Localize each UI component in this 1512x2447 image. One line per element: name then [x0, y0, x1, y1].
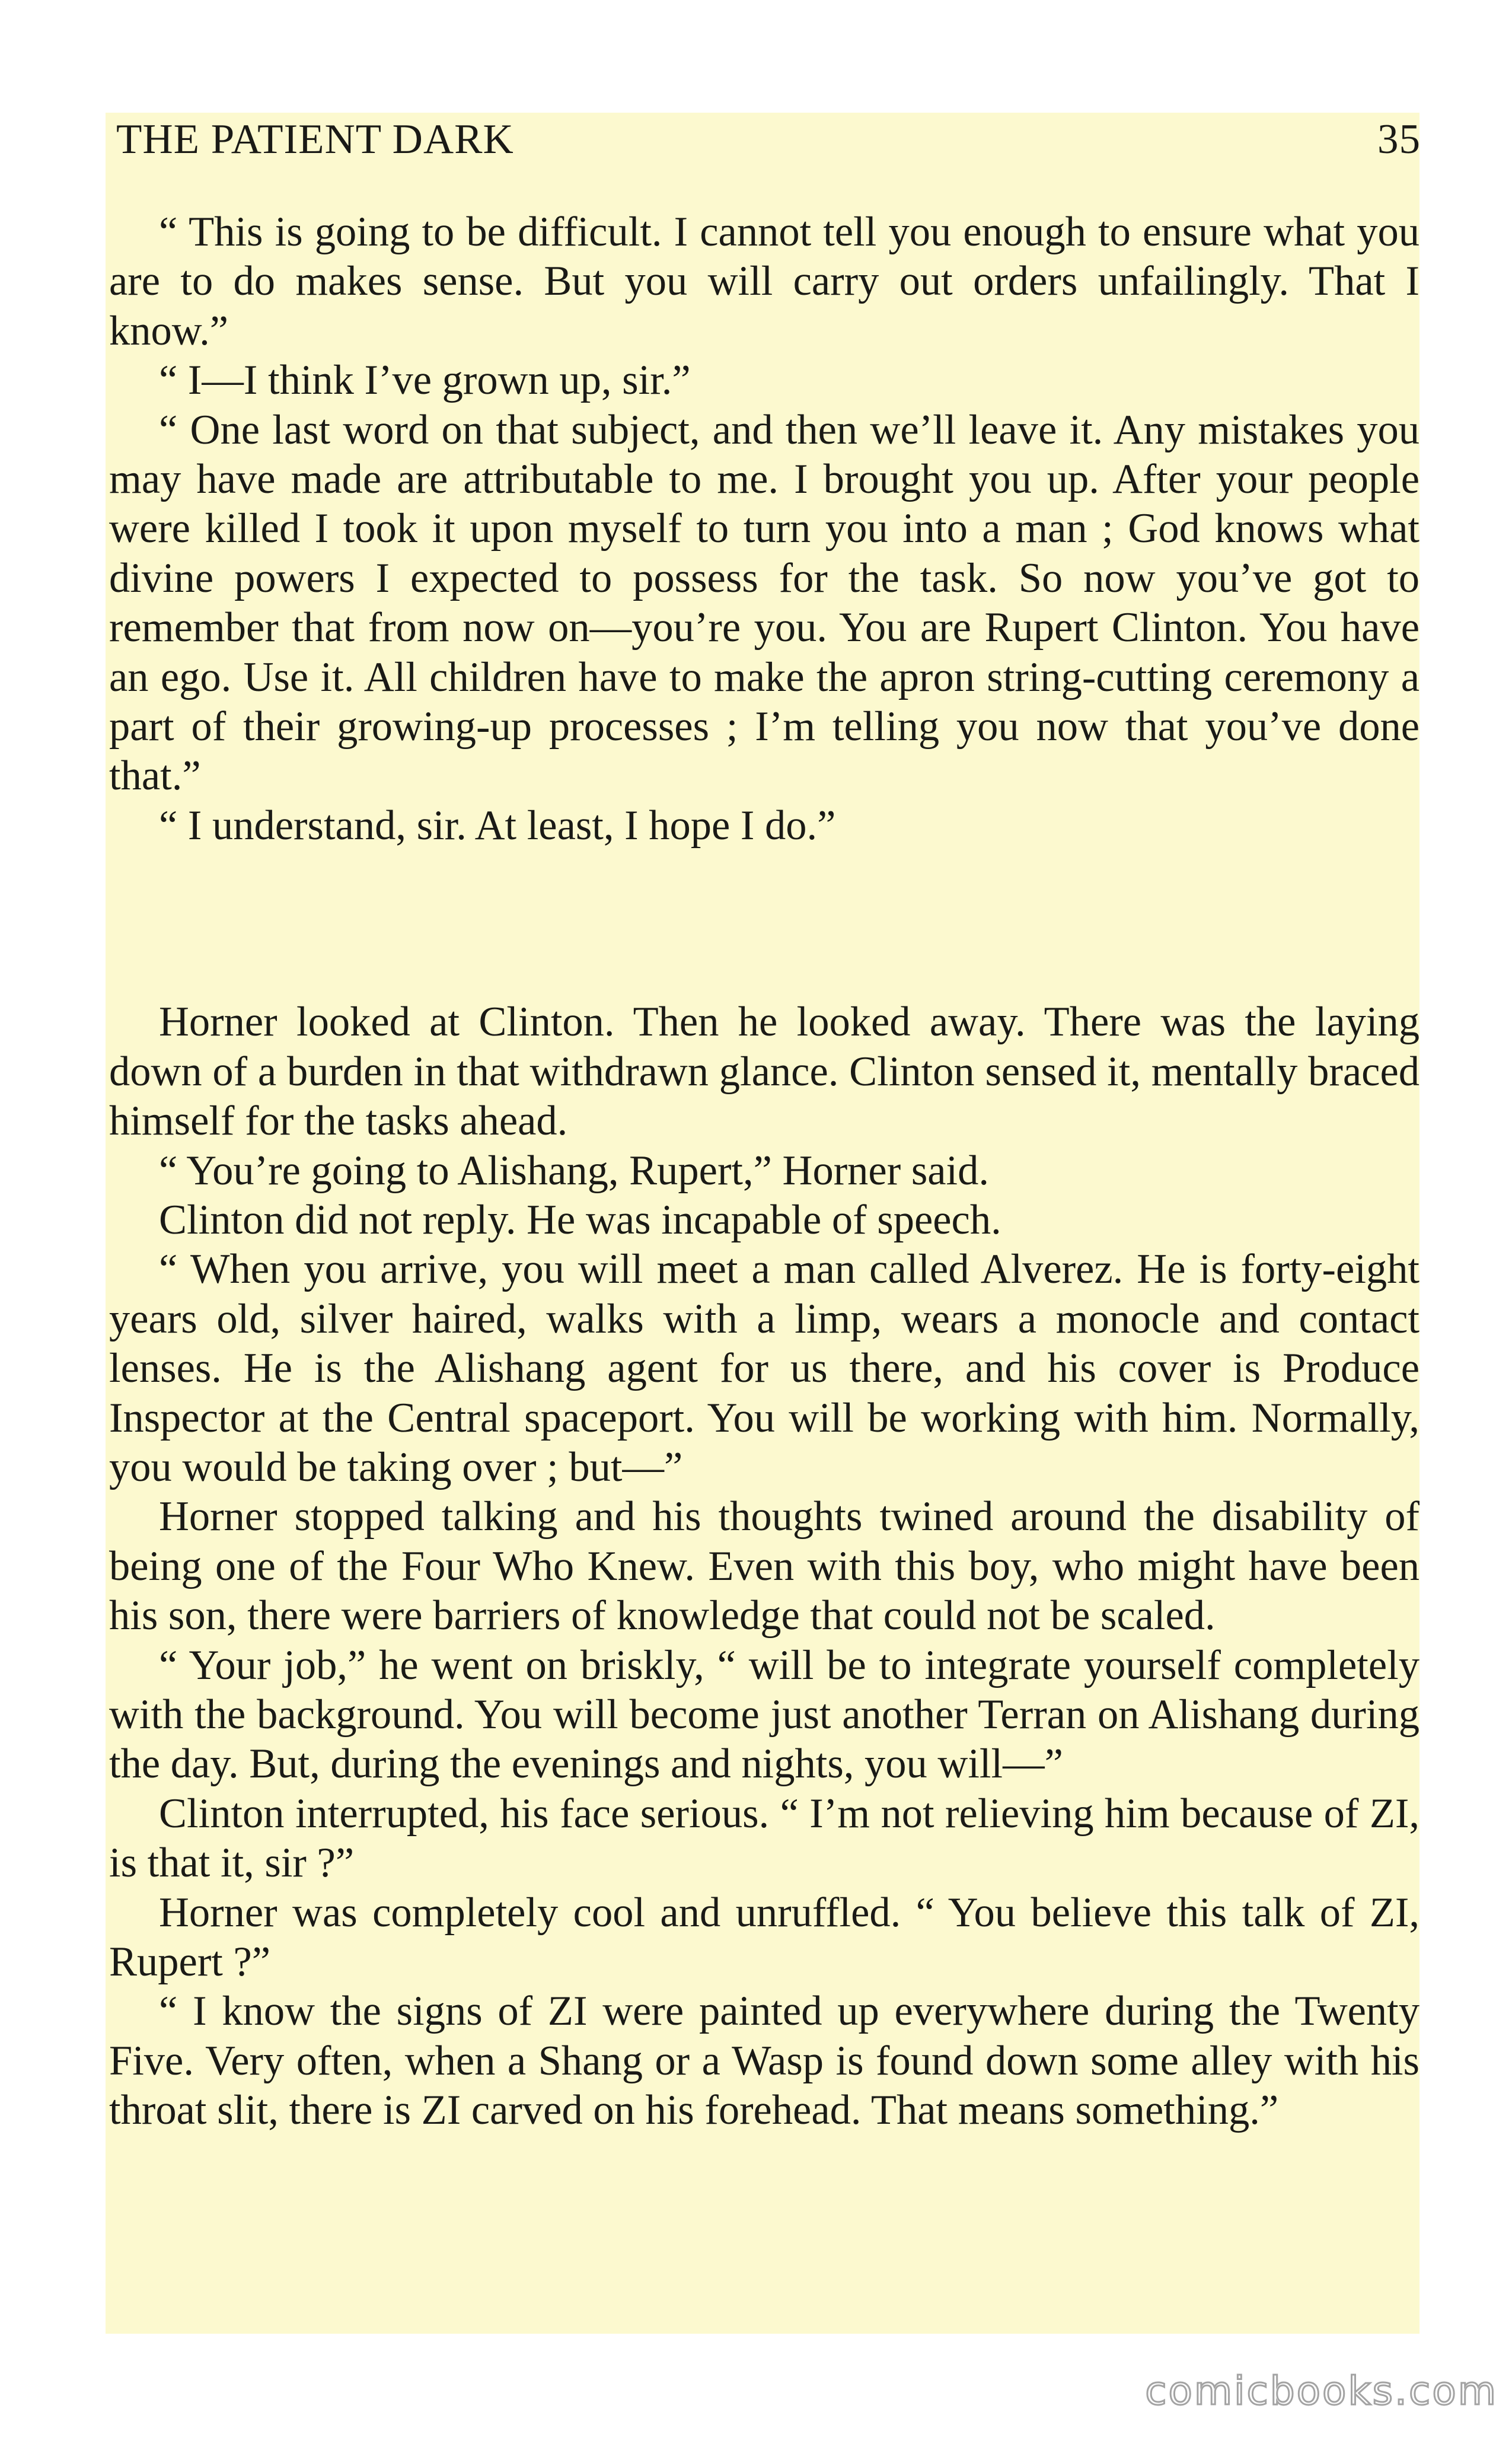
page-number: 35 [1377, 116, 1421, 163]
paragraph: Horner was completely cool and unruffled. “ You believe this talk of ZI, Rupert ?” [109, 1889, 1420, 1985]
paragraph: Horner stopped talking and his thoughts twined around the disability of being one of the Four Who Knew. Even with this boy, who might have been his son, there were barriers of knowledge that could not be scaled. [109, 1493, 1420, 1639]
paragraph: “ You’re going to Alishang, Rupert,” Horner said. [159, 1147, 990, 1194]
paragraph: “ Your job,” he went on briskly, “ will be to integrate yourself completely with the background. You will become just another Terran on Alishang during the day. But, during the evenings and nights, you will—” [109, 1642, 1420, 1788]
paragraph: “ This is going to be difficult. I cannot tell you enough to ensure what you are to do makes sense. But you will carry out orders unfailingly. That I know.” [109, 209, 1420, 354]
paragraph: “ One last word on that subject, and then we’ll leave it. Any mistakes you may have made are attributable to me. I brought you up. After your people were killed I took it upon myself to turn you into a man ; God knows what divine powers I expected to possess for the task. So now you’ve got to remember that from now on—you’re you. You are Rupert Clinton. You have an ego. Use it. All children have to make the apron string-cutting ceremony a part of their growing-up processes ; I’m telling you now that you’ve done that.” [109, 406, 1420, 799]
paragraph: Clinton interrupted, his face serious. “ I’m not relieving him because of ZI, is that it, sir ?” [109, 1790, 1420, 1887]
running-title: THE PATIENT DARK [116, 116, 514, 163]
paragraph: “ I—I think I’ve grown up, sir.” [159, 357, 691, 404]
watermark: comicbooks.com [1145, 2368, 1498, 2414]
paragraph: Clinton did not reply. He was incapable of speech. [159, 1196, 1001, 1243]
paragraph: Horner looked at Clinton. Then he looked away. There was the laying down of a burden in that withdrawn glance. Clinton sensed it, mentally braced himself for the tasks ahead. [109, 999, 1420, 1145]
paragraph: “ I understand, sir. At least, I hope I do.” [159, 802, 836, 849]
paragraph: “ I know the signs of ZI were painted up everywhere during the Twenty Five. Very often, when a Shang or a Wasp is found down some alley with his throat slit, there is ZI carved on his forehead. That means something.” [109, 1988, 1420, 2134]
section-break [109, 850, 1420, 998]
paragraph: “ When you arrive, you will meet a man called Alverez. He is forty-eight years old, silver haired, walks with a limp, wears a monocle and contact lenses. He is the Alishang agent for us there, and his cover is Produce Inspector at the Central spaceport. You will be working with him. Normally, you would be taking over ; but—” [109, 1246, 1420, 1490]
running-head [116, 116, 1421, 172]
body-text [109, 208, 1420, 2136]
